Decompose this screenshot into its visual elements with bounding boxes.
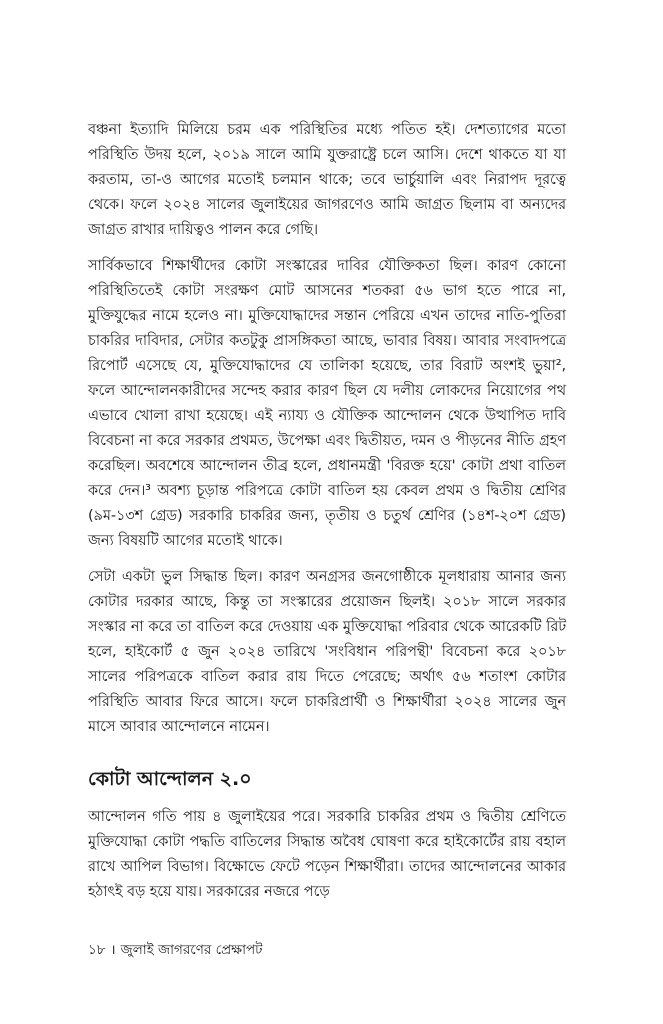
footer-separator: । [110, 942, 116, 958]
section-paragraph: আন্দোলন গতি পায় ৪ জুলাইয়ের পরে। সরকারি চাকরির প্রথম ও দ্বিতীয় শ্রেণিতে মুক্তিযোদ্ধা কোটা পদ্ধতি বাতিলের সিদ্ধান্ত অবৈধ ঘোষণা করে হাইকোর্টের রায় বহাল রাখে আপিল বিভাগ। বিক্ষোভে ফেটে পড়েন শিক্ষার্থীরা। তাদের আন্দোলনের আকার হঠাৎই বড় হয়ে যায়। সরকারের নজরে পড়ে [88, 809, 566, 900]
book-title: জুলাই জাগরণের প্রেক্ষাপট [120, 942, 263, 958]
page-number: ১৮ [88, 942, 106, 958]
paragraph-3: সেটা একটা ভুল সিদ্ধান্ত ছিল। কারণ অনগ্রসর জনগোষ্ঠীকে মূলধারায় আনার জন্য কোটার দরকার আছে, কিন্তু তা সংস্কারের প্রয়োজন ছিলই। ২০১৮ সালে সরকার সংস্কার না করে তা বাতিল করে দেওয়ায় এক মুক্তিযোদ্ধা পরিবার থেকে আরেকটি রিট হলে, হাইকোর্ট ৫ জুন ২০২৪ তারিখে 'সংবিধান পরিপন্থী' বিবেচনা করে ২০১৮ সালের পরিপত্রকে বাতিল করার রায় দিতে পেরেছে; অর্থাৎ ৫৬ শতাংশ কোটার পরিস্থিতি আবার ফিরে আসে। ফলে চাকরিপ্রার্থী ও শিক্ষার্থীরা ২০২৪ সালের জুন মাসে আবার আন্দোলনে নামেন। [88, 569, 566, 735]
paragraph-1: বঞ্চনা ইত্যাদি মিলিয়ে চরম এক পরিস্থিতির মধ্যে পতিত হই। দেশত্যাগের মতো পরিস্থিতি উদয় হলে, ২০১৯ সালে আমি যুক্তরাষ্ট্রে চলে আসি। দেশে থাকতে যা যা করতাম, তা-ও আগের মতোই চলমান থাকে; তবে ভার্চুয়ালি এবং নিরাপদ দূরত্বে থেকে। ফলে ২০২৪ সালের জুলাইয়ের জাগরণেও আমি জাগ্রত ছিলাম বা অন্যদের জাগ্রত রাখার দায়িত্বও পালন করে গেছি। [88, 122, 566, 238]
section-heading: কোটা আন্দোলন ২.০ [88, 768, 252, 790]
page-body [88, 118, 566, 916]
page-footer [88, 940, 263, 960]
paragraph-2: সার্বিকভাবে শিক্ষার্থীদের কোটা সংস্কারের দাবির যৌক্তিকতা ছিল। কারণ কোনো পরিস্থিতিতেই কোটা সংরক্ষণ মোট আসনের শতকরা ৫৬ ভাগ হতে পারে না, মুক্তিযুদ্ধের নামে হলেও না। মুক্তিযোদ্ধাদের সন্তান পেরিয়ে এখন তাদের নাতি-পুতিরা চাকরির দাবিদার, সেটার কতটুকু প্রাসঙ্গিকতা আছে, ভাবার বিষয়। আবার সংবাদপত্রে রিপোর্ট এসেছে যে, মুক্তিযোদ্ধাদের যে তালিকা হয়েছে, তার বিরাট অংশই ভুয়া², ফলে আন্দোলনকারীদের সন্দেহ করার কারণ ছিল যে দলীয় লোকদের নিয়োগের পথ এভাবে খোলা রাখা হয়েছে। এই ন্যায্য ও যৌক্তিক আন্দোলন থেকে উত্থাপিত দাবি বিবেচনা না করে সরকার প্রথমত, উপেক্ষা এবং দ্বিতীয়ত, দমন ও পীড়নের নীতি গ্রহণ করেছিল। অবশেষে আন্দোলন তীব্র হলে, প্রধানমন্ত্রী 'বিরক্ত হয়ে' কোটা প্রথা বাতিল করে দেন।³ অবশ্য চূড়ান্ত পরিপত্রে কোটা বাতিল হয় কেবল প্রথম ও দ্বিতীয় শ্রেণির (৯ম-১৩শ গ্রেড) সরকারি চাকরির জন্য, তৃতীয় ও চতুর্থ শ্রেণির (১৪শ-২০শ গ্রেড) জন্য বিষয়টি আগের মতোই থাকে। [88, 258, 566, 549]
